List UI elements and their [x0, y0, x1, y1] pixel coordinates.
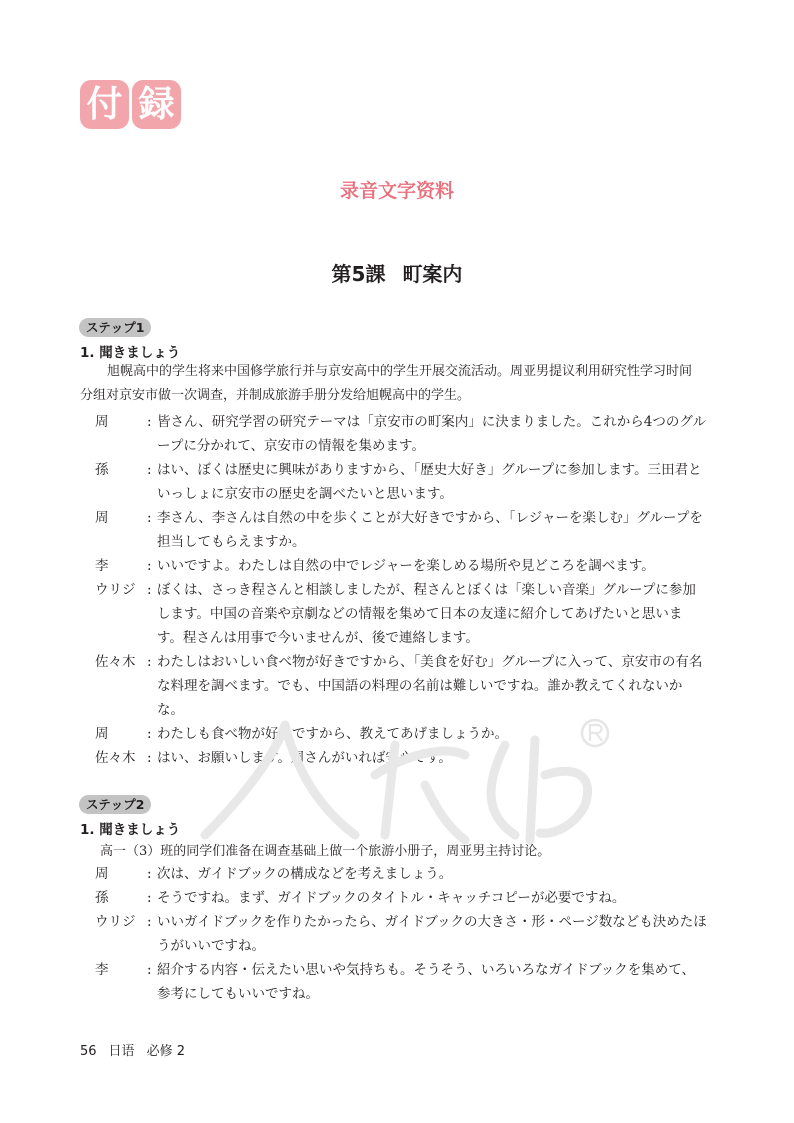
- dialogue-line: [95, 886, 707, 910]
- colon: :: [147, 462, 152, 478]
- step-2-label: ステップ2: [79, 795, 151, 814]
- speaker-name: ウリジ: [95, 914, 136, 930]
- utterance: 李さん、李さんは自然の中を歩くことが大好きですから、「レジャーを楽しむ」グループを担当してもらえますか。: [157, 510, 703, 550]
- step-2-intro: 高一（3）班的同学们准备在调查基础上做一个旅游小册子，周亚男主持讨论。: [100, 844, 551, 859]
- utterance: 次は、ガイドブックの構成などを考えましょう。: [157, 866, 453, 882]
- dialogue-line: [95, 910, 707, 958]
- book-title: 日语: [108, 1044, 135, 1059]
- dialogue-line: [95, 554, 707, 578]
- appendix-badge-char: 録: [132, 80, 181, 129]
- dialogue-line: [95, 746, 707, 770]
- utterance: 皆さん、研究学習の研究テーマは「京安市の町案内」に決まりました。これから4つのグループに分かれて、京安市の情報を集めます。: [157, 414, 706, 454]
- step-2-exercise-heading: 1. 聞きましょう: [80, 822, 181, 838]
- step-1-exercise-heading: 1. 聞きましょう: [80, 345, 181, 361]
- dialogue-line: [95, 506, 707, 554]
- step-1-dialogue: [95, 410, 707, 770]
- colon: :: [147, 558, 152, 574]
- step-2-dialogue: [95, 862, 707, 1006]
- colon: :: [147, 510, 152, 526]
- utterance: わたしはおいしい食べ物が好きですから、「美食を好む」グループに入って、京安市の有名な料理を調べます。でも、中国語の料理の名前は難しいですね。誰か教えてくれないかな。: [157, 654, 703, 718]
- speaker-name: 李: [95, 558, 109, 574]
- colon: :: [147, 750, 152, 766]
- speaker-name: 周: [95, 414, 109, 430]
- utterance: いいですよ。わたしは自然の中でレジャーを楽しめる場所や見どころを調べます。: [157, 558, 655, 574]
- colon: :: [147, 414, 152, 430]
- dialogue-line: [95, 650, 707, 722]
- lesson-number: 第5課: [331, 262, 386, 286]
- volume-label: 必修 2: [146, 1044, 185, 1059]
- utterance: わたしも食べ物が好きですから、教えてあげましょうか。: [157, 726, 508, 742]
- speaker-name: 佐々木: [95, 654, 136, 670]
- colon: :: [147, 914, 152, 930]
- speaker-name: 孫: [95, 890, 109, 906]
- speaker-name: 李: [95, 962, 109, 978]
- utterance: そうですね。まず、ガイドブックのタイトル・キャッチコピーが必要ですね。: [157, 890, 626, 906]
- colon: :: [147, 962, 152, 978]
- page-number: 56: [80, 1044, 97, 1059]
- section-heading: 录音文字资料: [339, 180, 454, 202]
- step-1-intro: 旭幌高中的学生将来中国修学旅行并与京安高中的学生开展交流活动。周亚男提议利用研究性学习时间分组对京安市做一次调查，并制成旅游手册分发给旭幌高中的学生。: [80, 364, 693, 403]
- lesson-title: [0, 258, 794, 287]
- utterance: いいガイドブックを作りたかったら、ガイドブックの大きさ・形・ページ数なども決めたほうがいいですね。: [157, 914, 707, 954]
- colon: :: [147, 890, 152, 906]
- speaker-name: 孫: [95, 462, 109, 478]
- speaker-name: 周: [95, 510, 109, 526]
- speaker-name: 周: [95, 866, 109, 882]
- speaker-name: 佐々木: [95, 750, 136, 766]
- dialogue-line: [95, 958, 707, 1006]
- utterance: ぼくは、さっき程さんと相談しましたが、程さんとぼくは「楽しい音楽」グループに参加します。中国の音楽や京劇などの情報を集めて日本の友達に紹介してあげたいと思います。程さんは用事で今いませんが、後で連絡します。: [157, 582, 696, 646]
- colon: :: [147, 582, 152, 598]
- utterance: 紹介する内容・伝えたい思いや気持ちも。そうそう、いろいろなガイドブックを集めて、参考にしてもいいですね。: [157, 962, 695, 1002]
- lesson-name: 町案内: [402, 262, 463, 286]
- speaker-name: 周: [95, 726, 109, 742]
- appendix-badge-char: 付: [80, 80, 129, 129]
- speaker-name: ウリジ: [95, 582, 136, 598]
- utterance: はい、お願いします。周さんがいれば安心です。: [157, 750, 452, 766]
- dialogue-line: [95, 410, 707, 458]
- page-footer: [80, 1040, 197, 1059]
- dialogue-line: [95, 458, 707, 506]
- step-1-label: ステップ1: [79, 318, 151, 337]
- colon: :: [147, 866, 152, 882]
- dialogue-line: [95, 722, 707, 746]
- dialogue-line: [95, 862, 707, 886]
- utterance: はい、ぼくは歴史に興味がありますから、「歴史大好き」グループに参加します。三田君といっしょに京安市の歴史を調べたいと思います。: [157, 462, 702, 502]
- dialogue-line: [95, 578, 707, 650]
- appendix-badge: [80, 80, 181, 129]
- colon: :: [147, 726, 152, 742]
- colon: :: [147, 654, 152, 670]
